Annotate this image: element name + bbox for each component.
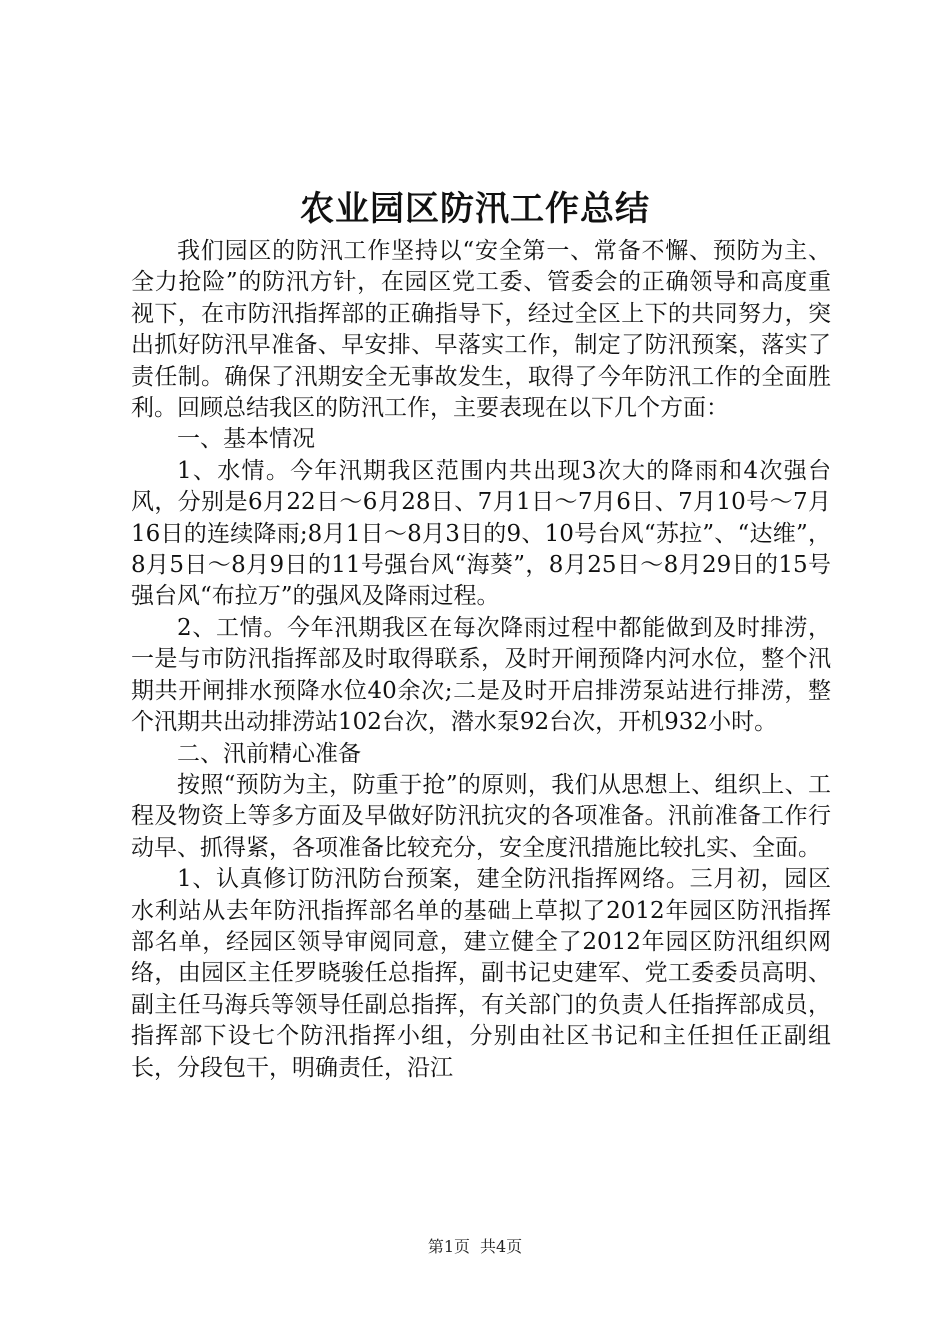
section-heading-preparation: 二、汛前精心准备 bbox=[177, 740, 361, 767]
paragraph-plan-revision: 1、认真修订防汛防台预案，建全防汛指挥网络。三月初，园区水利站从去年防汛指挥部名单的基础上草拟了2012年园区防汛指挥部名单，经园区领导审阅同意，建立健全了2012年园区防汛组织网络，由园区主任罗晓骏任总指挥，副书记史建军、党工委委员高明、副主任马海兵等领导任副总指挥，有关部门的负责人任指挥部成员，指挥部下设七个防汛指挥小组，分别由社区书记和主任担任正副组长，分段包干，明确责任，沿江 bbox=[131, 866, 831, 1081]
page-number-total: 共4页 bbox=[480, 1237, 523, 1256]
page-footer bbox=[0, 1236, 950, 1258]
document-title: 农业园区防汛工作总结 bbox=[300, 189, 650, 229]
paragraph-preparation-principle: 按照“预防为主，防重于抢”的原则，我们从思想上、组织上、工程及物资上等多方面及早做好防汛抗灾的各项准备。汛前准备工作行动早、抓得紧，各项准备比较充分，安全度汛措施比较扎实、全面。 bbox=[131, 771, 831, 861]
section-heading-basic-situation: 一、基本情况 bbox=[177, 426, 315, 453]
paragraph-work-condition: 2、工情。今年汛期我区在每次降雨过程中都能做到及时排涝，一是与市防汛指挥部及时取得联系，及时开闸预降内河水位，整个汛期共开闸排水预降水位40余次;二是及时开启排涝泵站进行排涝，整个汛期共出动排涝站102台次，潜水泵92台次，开机932小时。 bbox=[131, 614, 831, 736]
paragraph-intro: 我们园区的防汛工作坚持以“安全第一、常备不懈、预防为主、全力抢险”的防汛方针，在园区党工委、管委会的正确领导和高度重视下，在市防汛指挥部的正确指导下，经过全区上下的共同努力，突出抓好防汛早准备、早安排、早落实工作，制定了防汛预案，落实了责任制。确保了汛期安全无事故发生，取得了今年防汛工作的全面胜利。回顾总结我区的防汛工作，主要表现在以下几个方面： bbox=[131, 238, 831, 422]
document-body bbox=[131, 236, 831, 1084]
page-number-current: 第1页 bbox=[427, 1237, 470, 1256]
paragraph-water-condition: 1、水情。今年汛期我区范围内共出现3次大的降雨和4次强台风，分别是6月22日～6月28日、7月1日～7月6日、7月10号～7月16日的连续降雨;8月1日～8月3日的9、10号台风“苏拉”、“达维”，8月5日～8月9日的11号强台风“海葵”，8月25日～8月29日的15号强台风“布拉万”的强风及降雨过程。 bbox=[131, 457, 831, 610]
